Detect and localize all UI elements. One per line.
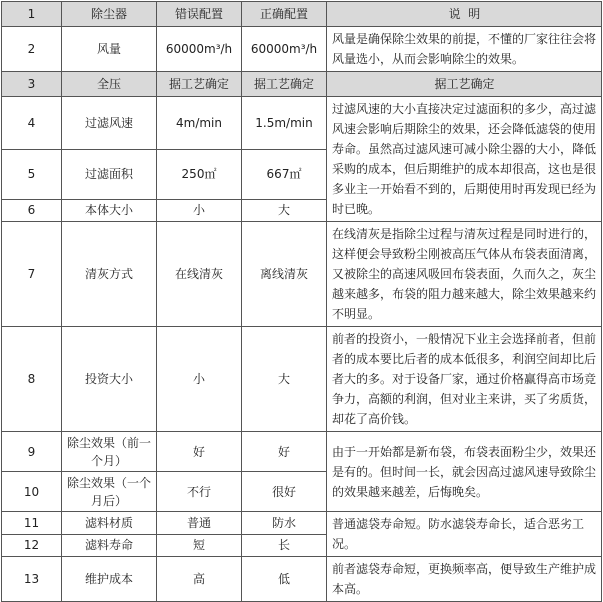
note-effect: 由于一开始都是新布袋，布袋表面粉尘少，效果还是有的。但时间一长，就会因高过滤风速导致除尘的效果越来越差，后悔晚矣。 xyxy=(327,432,602,512)
row-right: 667㎡ xyxy=(242,150,327,199)
row-no: 7 xyxy=(2,222,62,327)
row-right: 防水 xyxy=(242,512,327,535)
row-item: 维护成本 xyxy=(62,557,157,602)
row-no: 10 xyxy=(2,472,62,512)
table-row xyxy=(2,27,602,72)
row-right: 很好 xyxy=(242,472,327,512)
note-maintenance: 前者滤袋寿命短，更换频率高，便导致生产维护成本高。 xyxy=(327,557,602,602)
note-filter: 普通滤袋寿命短。防水滤袋寿命长，适合恶劣工况。 xyxy=(327,512,602,557)
row-no: 4 xyxy=(2,97,62,150)
row-right: 60000m³/h xyxy=(242,27,327,72)
row-item: 滤料材质 xyxy=(62,512,157,535)
header-no: 1 xyxy=(2,2,62,27)
row-right: 1.5m/min xyxy=(242,97,327,150)
note-investment: 前者的投资小，一般情况下业主会选择前者，但前者的成本要比后者的成本低很多，利润空间却比后者大的多。对于设备厂家，通过价格赢得高市场竞争力，高额的利润，但对业主来讲，买了劣质货，却花了高价钱。 xyxy=(327,327,602,432)
row-item: 除尘效果（一个月后） xyxy=(62,472,157,512)
row-no: 6 xyxy=(2,199,62,221)
row-wrong: 在线清灰 xyxy=(157,222,242,327)
row-right: 离线清灰 xyxy=(242,222,327,327)
row-right: 低 xyxy=(242,557,327,602)
row-item: 全压 xyxy=(62,72,157,97)
table-row xyxy=(2,72,602,97)
row-wrong: 250㎡ xyxy=(157,150,242,199)
row-item: 过滤风速 xyxy=(62,97,157,150)
row-no: 12 xyxy=(2,534,62,557)
row-item: 滤料寿命 xyxy=(62,534,157,557)
header-right: 正确配置 xyxy=(242,2,327,27)
row-wrong: 短 xyxy=(157,534,242,557)
table-row xyxy=(2,327,602,432)
row-no: 9 xyxy=(2,432,62,472)
row-right: 长 xyxy=(242,534,327,557)
table-row xyxy=(2,432,602,472)
row-right: 据工艺确定 xyxy=(242,72,327,97)
row-no: 5 xyxy=(2,150,62,199)
header-item: 除尘器 xyxy=(62,2,157,27)
comparison-table xyxy=(1,1,602,602)
row-item: 风量 xyxy=(62,27,157,72)
note-cleaning: 在线清灰是指除尘过程与清灰过程是同时进行的，这样便会导致粉尘刚被高压气体从布袋表面清离，又被除尘的高速风吸回布袋表面，久而久之，灰尘越来越多，布袋的阻力越来越大，除尘效果越来约不明显。 xyxy=(327,222,602,327)
row-wrong: 60000m³/h xyxy=(157,27,242,72)
table-row xyxy=(2,97,602,150)
table-row xyxy=(2,512,602,535)
row-no: 11 xyxy=(2,512,62,535)
row-no: 13 xyxy=(2,557,62,602)
row-no: 2 xyxy=(2,27,62,72)
row-wrong: 小 xyxy=(157,199,242,221)
row-wrong: 高 xyxy=(157,557,242,602)
row-no: 3 xyxy=(2,72,62,97)
row-wrong: 普通 xyxy=(157,512,242,535)
row-right: 大 xyxy=(242,199,327,221)
row-item: 本体大小 xyxy=(62,199,157,221)
row-wrong: 据工艺确定 xyxy=(157,72,242,97)
row-item: 清灰方式 xyxy=(62,222,157,327)
header-wrong: 错误配置 xyxy=(157,2,242,27)
row-wrong: 好 xyxy=(157,432,242,472)
row-item: 投资大小 xyxy=(62,327,157,432)
table-header-row xyxy=(2,2,602,27)
row-item: 除尘效果（前一个月） xyxy=(62,432,157,472)
header-note: 说 明 xyxy=(327,2,602,27)
note-pressure: 据工艺确定 xyxy=(327,72,602,97)
row-wrong: 小 xyxy=(157,327,242,432)
row-no: 8 xyxy=(2,327,62,432)
row-item: 过滤面积 xyxy=(62,150,157,199)
row-wrong: 4m/min xyxy=(157,97,242,150)
table-row xyxy=(2,557,602,602)
row-right: 好 xyxy=(242,432,327,472)
row-right: 大 xyxy=(242,327,327,432)
table-row xyxy=(2,222,602,327)
note-speed-area-size: 过滤风速的大小直接决定过滤面积的多少，高过滤风速会影响后期除尘的效果，还会降低滤袋的使用寿命。虽然高过滤风速可减小除尘器的大小，降低采购的成本，但后期维护的成本却很高，这也是很多业主一开始看不到的，后期使用时再发现已经为时已晚。 xyxy=(327,97,602,222)
row-wrong: 不行 xyxy=(157,472,242,512)
note-airflow: 风量是确保除尘效果的前提，不懂的厂家往往会将风量选小，从而会影响除尘的效果。 xyxy=(327,27,602,72)
